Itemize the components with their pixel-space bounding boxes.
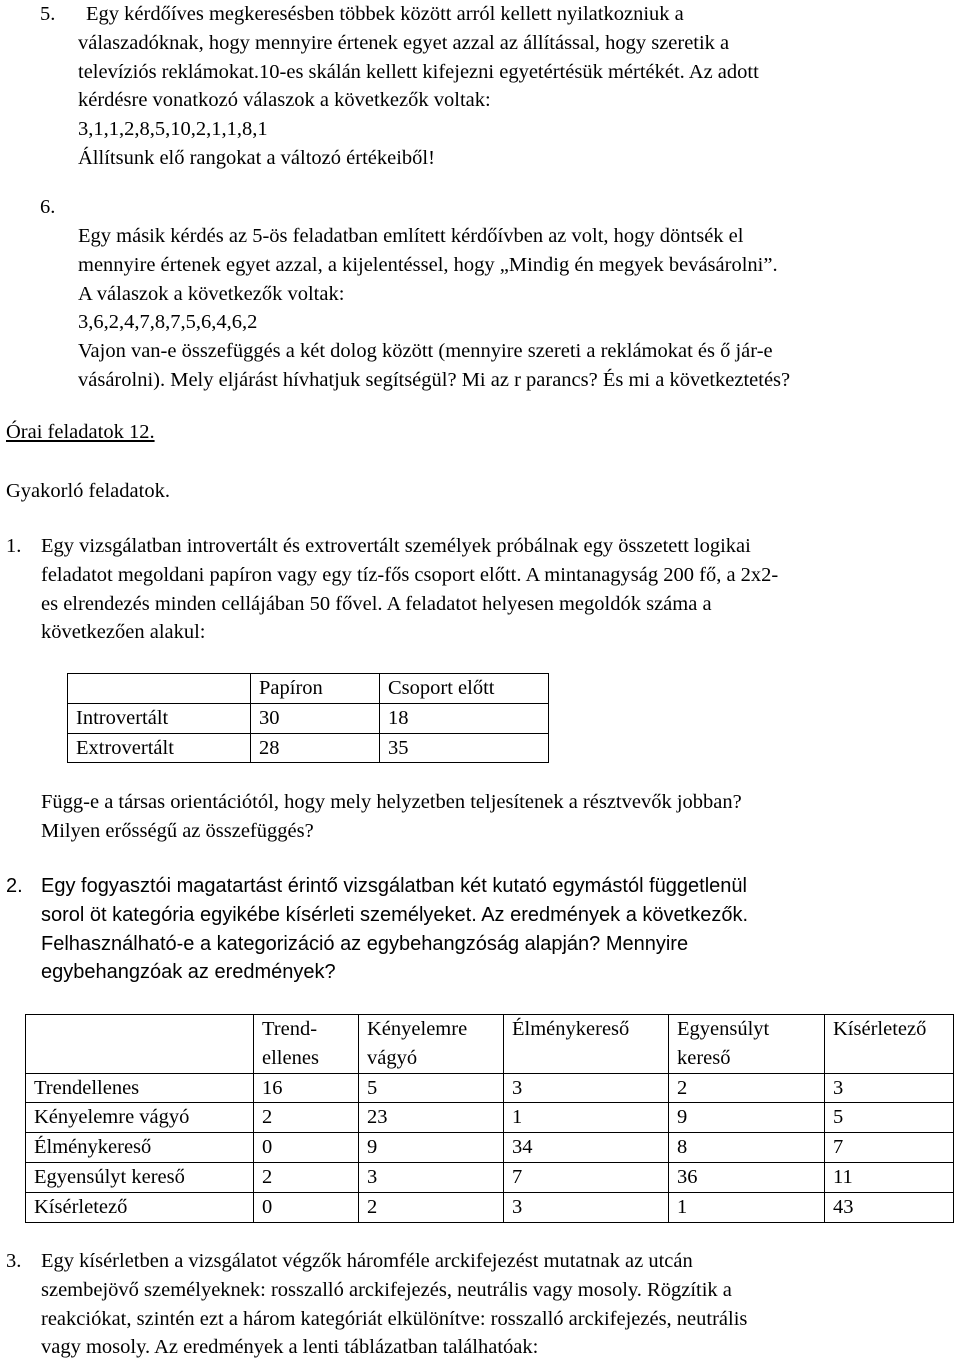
table-row-label: Introvertált: [68, 703, 251, 733]
table-header-row: [68, 674, 549, 704]
table-cell: 2: [359, 1192, 504, 1222]
table-row-label: Kísérletező: [26, 1192, 254, 1222]
table-row-label: Kényelemre vágyó: [26, 1103, 254, 1133]
table-row-label: Extrovertált: [68, 733, 251, 763]
exercise-2-text: [41, 872, 748, 987]
section-heading-orai: Órai feladatok 12.: [6, 421, 155, 443]
exercise-2-number: 2.: [6, 875, 23, 897]
exercise-6-line: 3,6,2,4,7,8,7,5,6,4,6,2: [78, 311, 258, 334]
exercise-2-line: sorol öt kategória egyikébe kísérleti személyeket. Az eredmények a következők.: [41, 903, 749, 926]
exercise-3-text: [41, 1247, 747, 1362]
table-header-cell: Egyensúlyt kereső: [669, 1015, 825, 1074]
exercise-3-line: vagy mosoly. Az eredmények a lenti táblázatban találhatóak:: [41, 1336, 539, 1359]
exercise-3-line: szembejövő személyeknek: rosszalló arckifejezés, neutrális vagy mosoly. Rögzítik a: [41, 1278, 732, 1301]
exercise-5-line: televíziós reklámokat.10-es skálán kellett kifejezni egyetértésük mértékét. Az adott: [78, 60, 759, 83]
table-cell: 3: [504, 1192, 669, 1222]
table-cell: 9: [359, 1133, 504, 1163]
table-cell: 11: [825, 1162, 954, 1192]
exercise-2-line: egybehangzóak az eredmények?: [41, 961, 336, 984]
exercise-5-line: kérdésre vonatkozó válaszok a következők voltak:: [78, 89, 491, 112]
table-header-cell: Kényelemre vágyó: [359, 1015, 504, 1074]
exercise-2-line: Egy fogyasztói magatartást érintő vizsgálatban két kutató egymástól függetlenül: [41, 875, 747, 897]
table-cell: 34: [504, 1133, 669, 1163]
table-cell: 36: [669, 1162, 825, 1192]
table-cell: 9: [669, 1103, 825, 1133]
exercise-6-line: mennyire értenek egyet azzal, a kijelentéssel, hogy „Mindig én megyek bevásárolni”.: [78, 253, 778, 276]
exercise-1-text: [41, 532, 778, 647]
table-header-cell: Trend- ellenes: [254, 1015, 359, 1074]
exercise-6-line: A válaszok a következők voltak:: [78, 282, 345, 305]
exercise-6-line: Vajon van-e összefüggés a két dolog között (mennyire szereti a reklámokat és ő jár-e: [78, 340, 773, 363]
exercise-1-number: 1.: [6, 535, 22, 557]
exercise-5-line: Állítsunk elő rangokat a változó értékeiből!: [78, 146, 435, 169]
table-cell: [26, 1015, 254, 1074]
table-row-label: Trendellenes: [26, 1073, 254, 1103]
table-header-cell: Élménykereső: [504, 1015, 669, 1074]
table-cell: 3: [825, 1073, 954, 1103]
exercise-6-line: Egy másik kérdés az 5-ös feladatban említett kérdőívben az volt, hogy döntsék el: [78, 225, 744, 247]
table-row: [26, 1133, 954, 1163]
table-row: [26, 1103, 954, 1133]
exercise-3-number: 3.: [6, 1250, 22, 1272]
exercise-3-line: Egy kísérletben a vizsgálatot végzők háromféle arckifejezést mutatnak az utcán: [41, 1250, 693, 1272]
table-row: [68, 703, 549, 733]
table-cell: 43: [825, 1192, 954, 1222]
table-cell: 2: [669, 1073, 825, 1103]
exercise-5-number: 5.: [40, 3, 56, 25]
table-cell: 0: [254, 1133, 359, 1163]
table-cell: 0: [254, 1192, 359, 1222]
table-row: [26, 1162, 954, 1192]
exercise-1-table: [67, 673, 549, 763]
exercise-6-number: 6.: [40, 196, 56, 218]
table-cell: 7: [504, 1162, 669, 1192]
table-cell: 3: [359, 1162, 504, 1192]
table-row-label: Egyensúlyt kereső: [26, 1162, 254, 1192]
table-cell: [68, 674, 251, 704]
exercise-5-text: [78, 0, 759, 173]
table-cell: 28: [251, 733, 380, 763]
exercise-6-text: [78, 222, 790, 395]
exercise-2-line: Felhasználható-e a kategorizáció az egybehangzóság alapján? Mennyire: [41, 932, 689, 955]
exercise-2-table: [25, 1014, 954, 1223]
exercise-1-question: [41, 788, 742, 846]
table-cell: 3: [504, 1073, 669, 1103]
exercise-1-question-line: Függ-e a társas orientációtól, hogy mely helyzetben teljesítenek a résztvevők jobban?: [41, 791, 742, 813]
exercise-1-line: Egy vizsgálatban introvertált és extrovertált személyek próbálnak egy összetett logikai: [41, 535, 751, 557]
exercise-1-line: következően alakul:: [41, 621, 206, 644]
table-header-cell: Csoport előtt: [380, 674, 549, 704]
table-cell: 35: [380, 733, 549, 763]
exercise-1-line: es elrendezés minden cellájában 50 fővel. A feladatot helyesen megoldók száma a: [41, 592, 712, 615]
table-cell: 2: [254, 1162, 359, 1192]
table-row: [26, 1073, 954, 1103]
table-header-cell: Kísérletező: [825, 1015, 954, 1074]
table-cell: 16: [254, 1073, 359, 1103]
table-row-label: Élménykereső: [26, 1133, 254, 1163]
table-cell: 7: [825, 1133, 954, 1163]
exercise-3-line: reakciókat, szintén ezt a három kategóriát elkülönítve: rosszalló arckifejezés, neutrális: [41, 1307, 748, 1330]
table-cell: 5: [359, 1073, 504, 1103]
exercise-5-line: 3,1,1,2,8,5,10,2,1,1,8,1: [78, 118, 268, 141]
table-cell: 23: [359, 1103, 504, 1133]
exercise-5-line: Egy kérdőíves megkeresésben többek között arról kellett nyilatkozniuk a: [86, 3, 684, 25]
exercise-6-line: vásárolni). Mely eljárást hívhatjuk segítségül? Mi az r parancs? És mi a következtetés?: [78, 368, 791, 391]
table-row: [26, 1192, 954, 1222]
exercise-5-line: válaszadóknak, hogy mennyire értenek egyet azzal az állítással, hogy szeretik a: [78, 31, 730, 54]
table-header-cell: Papíron: [251, 674, 380, 704]
section-heading-gyakorlo: Gyakorló feladatok.: [6, 480, 170, 502]
table-cell: 8: [669, 1133, 825, 1163]
table-cell: 18: [380, 703, 549, 733]
table-row: [68, 733, 549, 763]
table-header-row: [26, 1015, 954, 1074]
exercise-1-question-line: Milyen erősségű az összefüggés?: [41, 819, 314, 842]
table-cell: 30: [251, 703, 380, 733]
table-cell: 2: [254, 1103, 359, 1133]
exercise-1-line: feladatot megoldani papíron vagy egy tíz-fős csoport előtt. A mintanagyság 200 fő, a 2x2-: [41, 563, 779, 586]
table-cell: 1: [504, 1103, 669, 1133]
table-cell: 1: [669, 1192, 825, 1222]
table-cell: 5: [825, 1103, 954, 1133]
